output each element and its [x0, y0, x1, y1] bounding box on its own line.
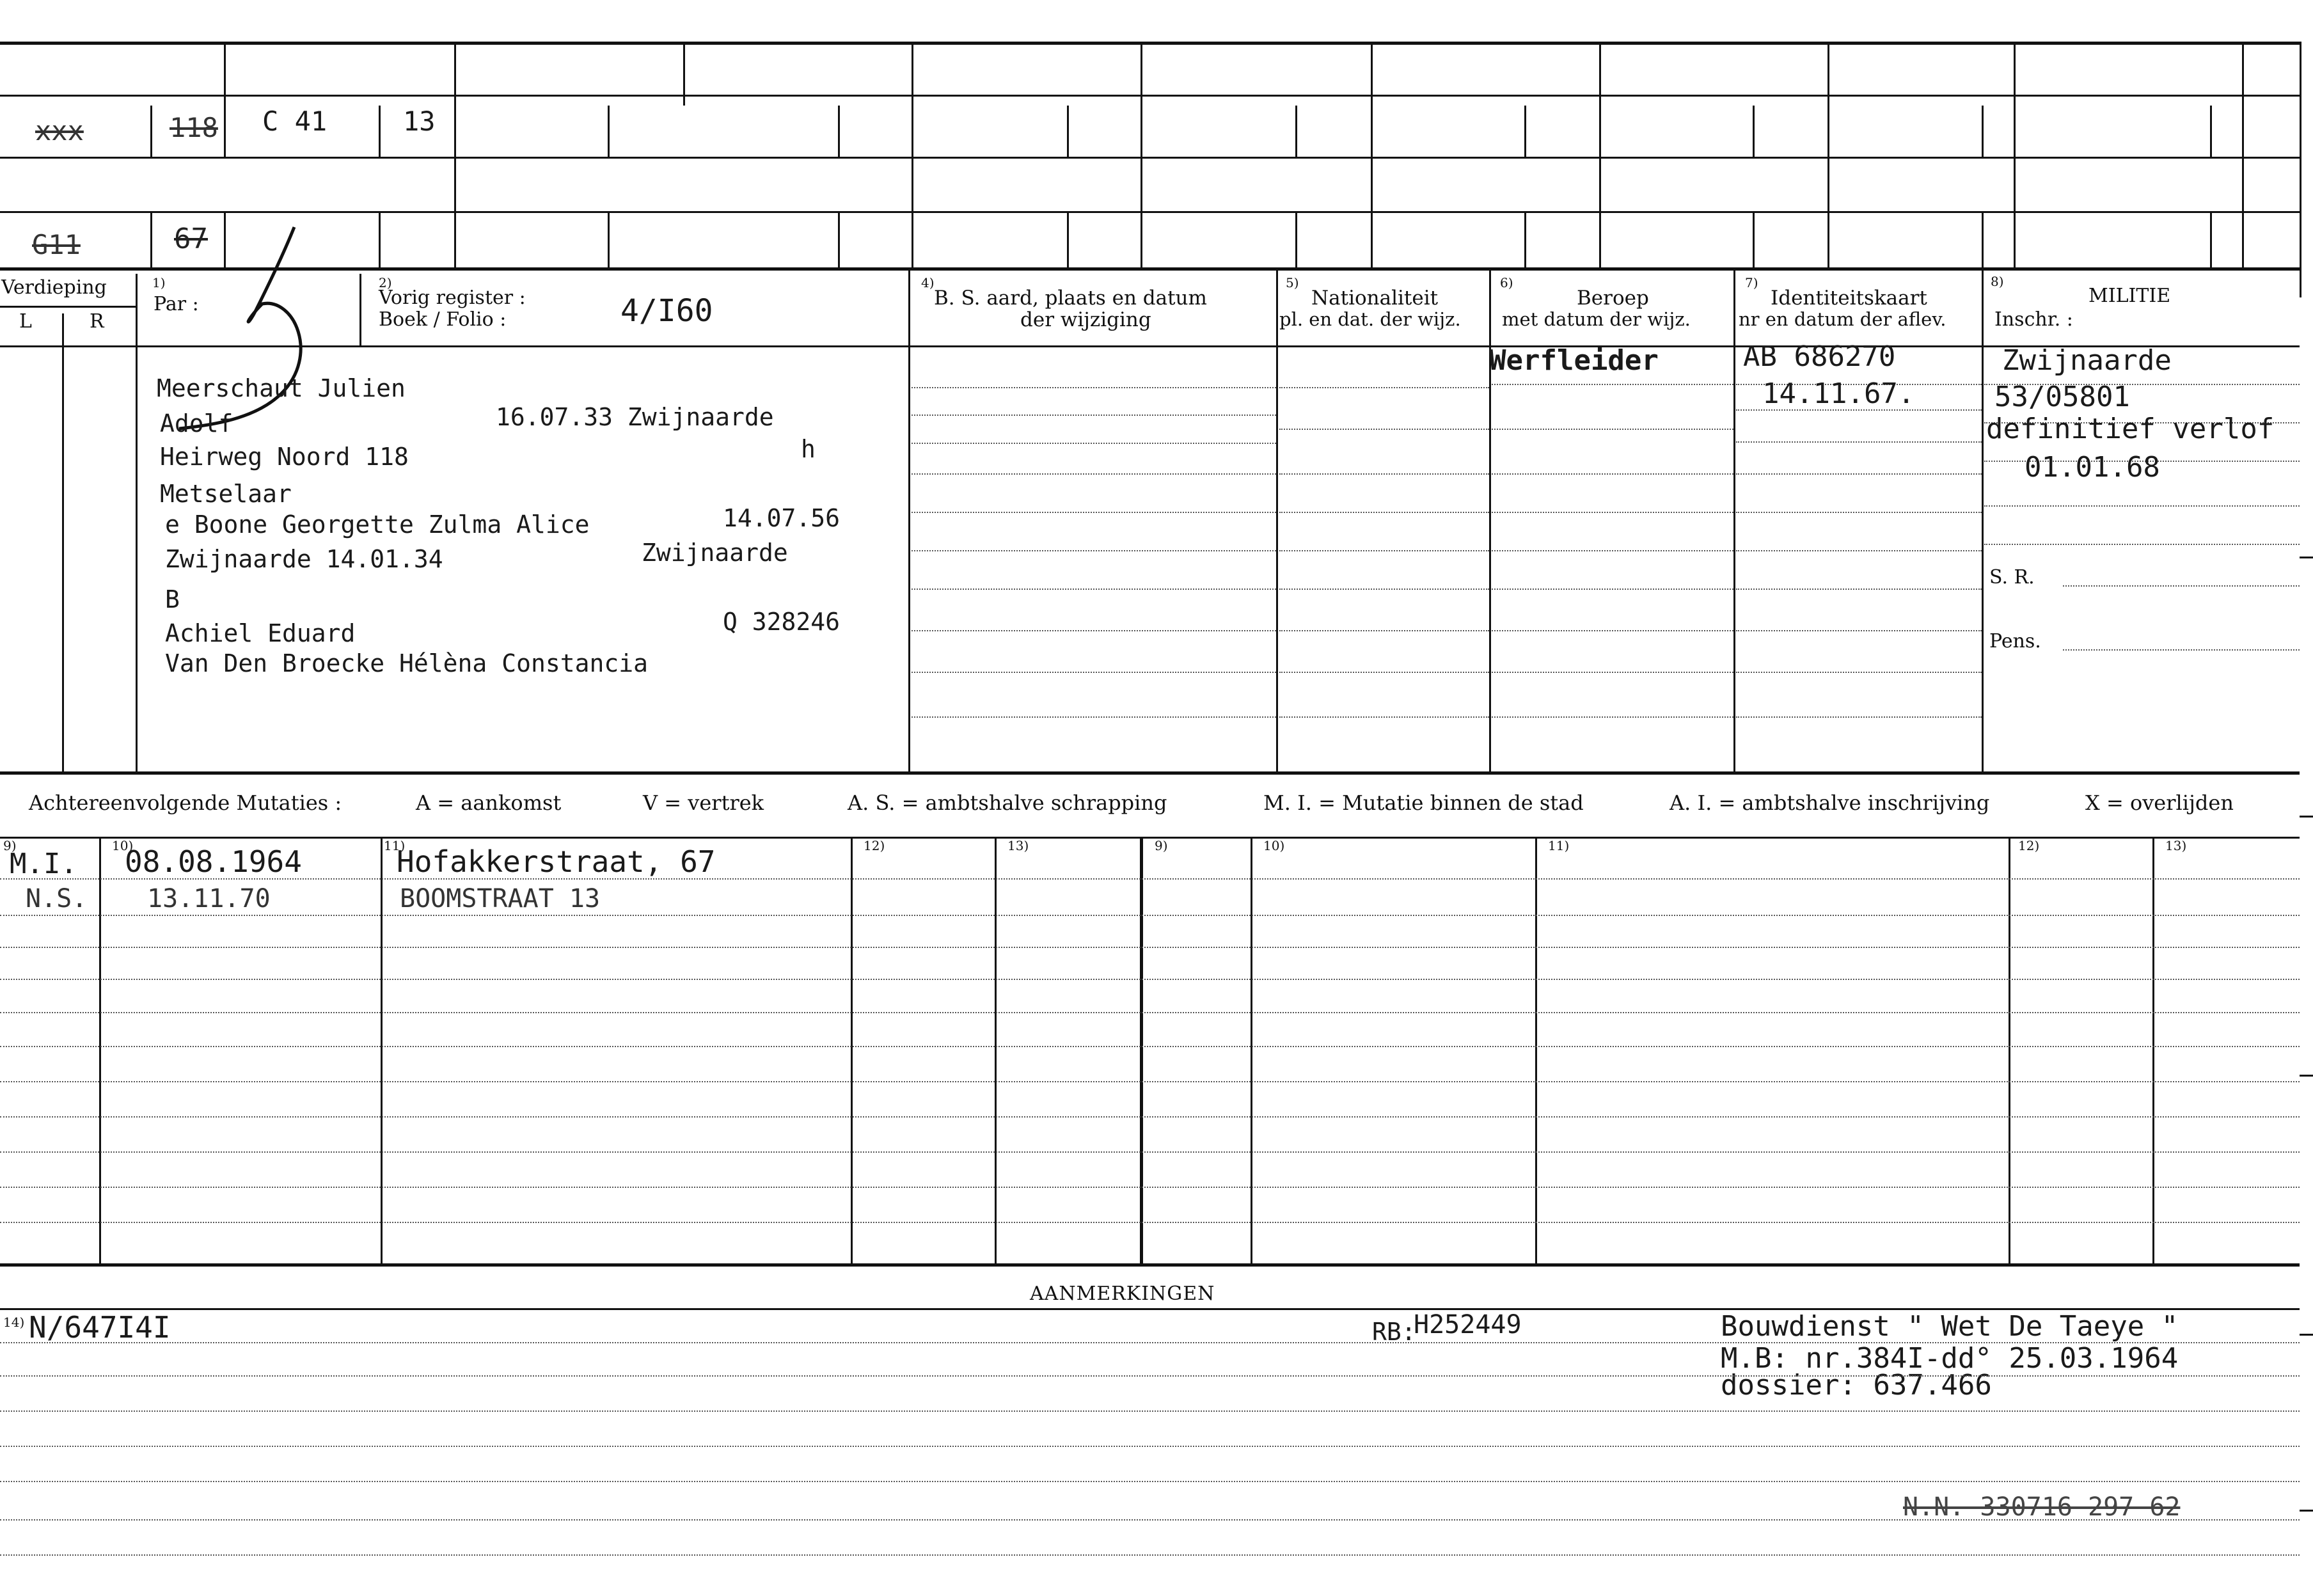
beroep-value: Werfleider	[1489, 344, 1659, 377]
legend-vertrek: V = vertrek	[643, 791, 764, 815]
beroep-label: Beroep	[1577, 287, 1649, 310]
dotted-line	[1279, 716, 1489, 718]
grid-line	[1067, 211, 1069, 267]
remarks-bouwdienst: Bouwdienst " Wet De Taeye "	[1721, 1310, 2179, 1343]
field-number: 11)	[384, 838, 406, 853]
field-number: 9)	[1155, 838, 1168, 853]
edge-tick	[2300, 557, 2313, 558]
marriage-place: Zwijnaarde	[642, 539, 788, 567]
legend-ambtshalve-schrapping: A. S. = ambtshalve schrapping	[848, 791, 1167, 815]
top-cell-2: 118	[170, 112, 218, 143]
grid-line	[1140, 837, 1143, 1263]
dotted-line	[1736, 550, 1982, 551]
dotted-line	[912, 630, 1276, 631]
spouse-name: e Boone Georgette Zulma Alice	[165, 510, 590, 539]
field-number: 4)	[921, 275, 935, 290]
dotted-line	[0, 947, 2300, 948]
person-h-mark: h	[801, 435, 816, 463]
grid-line	[1251, 837, 1252, 1263]
grid-line	[1733, 267, 1735, 771]
edge-tick	[2300, 1334, 2313, 1336]
dotted-line	[0, 1554, 2300, 1556]
grid-line	[454, 42, 456, 267]
grid-line	[2242, 42, 2244, 267]
spouse-birth: Zwijnaarde 14.01.34	[165, 545, 443, 573]
dotted-line	[0, 979, 2300, 980]
grid-line	[0, 95, 2300, 97]
dotted-line	[1279, 550, 1489, 551]
dotted-line	[1492, 429, 1733, 430]
pens-label: Pens.	[1989, 630, 2041, 652]
dotted-line	[1492, 589, 1733, 590]
grid-line	[2152, 837, 2154, 1263]
grid-line	[379, 106, 381, 157]
field-number: 7)	[1745, 275, 1758, 290]
mutation-address: BOOMSTRAAT 13	[400, 884, 601, 913]
top-cell-4: 13	[403, 106, 436, 137]
person-name-2: Adolf	[160, 409, 233, 438]
field-number: 6)	[1500, 275, 1513, 290]
grid-line	[1276, 267, 1278, 771]
dotted-line	[0, 915, 2300, 916]
field-number: 10)	[1263, 838, 1285, 853]
grid-line	[0, 306, 136, 308]
id-card-date: 14.11.67.	[1762, 377, 1915, 410]
remarks-rb-label: RB:	[1372, 1318, 1416, 1346]
handwritten-mark	[166, 221, 371, 438]
grid-line	[0, 211, 2300, 213]
marriage-date: 14.07.56	[723, 504, 841, 532]
dotted-line	[1492, 672, 1733, 673]
grid-line	[608, 211, 610, 267]
dotted-line	[0, 1046, 2300, 1047]
grid-line	[379, 211, 381, 267]
top-cell-5: G11	[32, 229, 81, 260]
inschr-label: Inschr. :	[1994, 308, 2073, 331]
grid-line	[0, 837, 2300, 839]
person-occupation: Metselaar	[160, 480, 292, 508]
beroep-label-2: met datum der wijz.	[1502, 308, 1691, 330]
grid-line	[608, 106, 610, 157]
field-number: 14)	[3, 1315, 25, 1330]
boek-folio-label: Boek / Folio :	[379, 308, 507, 331]
field-number: 2)	[379, 275, 392, 290]
dotted-line	[0, 1342, 2300, 1343]
person-name: Meerschaut Julien	[157, 374, 406, 402]
dotted-line	[0, 1446, 2300, 1447]
bs-label: B. S. aard, plaats en datum	[934, 287, 1207, 310]
field-number: 10)	[112, 838, 134, 853]
grid-line	[62, 313, 64, 771]
dotted-line	[0, 1222, 2300, 1223]
dotted-line	[1984, 505, 2300, 507]
mutation-date: 13.11.70	[147, 884, 271, 913]
field-number: 5)	[1286, 275, 1299, 290]
top-cell-6: 67	[174, 223, 208, 255]
dotted-line	[1736, 672, 1982, 673]
grid-line	[1489, 267, 1491, 771]
grid-line	[851, 837, 853, 1263]
dotted-line	[0, 1519, 2300, 1521]
dotted-line	[912, 443, 1276, 444]
field-number: 12)	[2018, 838, 2040, 853]
dotted-line	[0, 1151, 2300, 1153]
dotted-line	[912, 512, 1276, 513]
nationaliteit-label: Nationaliteit	[1311, 287, 1439, 310]
person-address: Heirweg Noord 118	[160, 443, 409, 471]
dotted-line	[2063, 585, 2300, 587]
remarks-n-number: N/647I4I	[29, 1310, 171, 1345]
grid-line	[1141, 42, 1142, 267]
grid-line	[683, 42, 685, 106]
dotted-line	[1492, 473, 1733, 475]
grid-line	[995, 837, 997, 1263]
verdieping-label: Verdieping	[1, 276, 107, 299]
dotted-line	[912, 672, 1276, 673]
dotted-line	[1736, 716, 1982, 718]
dotted-line	[0, 1410, 2300, 1412]
grid-line	[224, 42, 226, 106]
top-border	[0, 42, 2300, 45]
remarks-nn: N.N. 330716 297 62	[1903, 1492, 2181, 1522]
field-number: 13)	[1007, 838, 1029, 853]
dotted-line	[0, 1375, 2300, 1377]
birth-date-place: 16.07.33 Zwijnaarde	[496, 403, 774, 431]
remarks-title: AANMERKINGEN	[1030, 1283, 1215, 1305]
dotted-line	[0, 1481, 2300, 1482]
top-cell-1: xxx	[35, 115, 84, 146]
grid-line	[838, 106, 840, 157]
grid-line	[1535, 837, 1537, 1263]
grid-line	[2210, 106, 2212, 157]
top-cell-3: C 41	[262, 106, 328, 137]
dotted-line	[1492, 550, 1733, 551]
field-number: 11)	[1548, 838, 1570, 853]
dotted-line	[2063, 649, 2300, 651]
dotted-line	[1984, 544, 2300, 545]
dotted-line	[0, 1012, 2300, 1013]
grid-line	[1753, 106, 1755, 157]
dotted-line	[1492, 630, 1733, 631]
grid-line	[1599, 42, 1601, 267]
dotted-line	[1736, 630, 1982, 631]
field-number: 13)	[2165, 838, 2187, 853]
grid-line	[2210, 211, 2212, 267]
dotted-line	[1279, 512, 1489, 513]
grid-line	[1982, 267, 1984, 771]
grid-line	[150, 106, 152, 157]
field-number: 12)	[864, 838, 885, 853]
legend-ambtshalve-inschrijving: A. I. = ambtshalve inschrijving	[1670, 791, 1990, 815]
dotted-line	[1279, 429, 1489, 430]
grid-line	[838, 211, 840, 267]
grid-line	[1067, 106, 1069, 157]
dotted-line	[1492, 384, 1733, 385]
militie-place: Zwijnaarde	[2002, 344, 2172, 377]
dotted-line	[912, 550, 1276, 551]
grid-line	[224, 106, 226, 157]
field-number: 1)	[152, 275, 166, 290]
grid-line	[150, 211, 152, 267]
person-b-mark: B	[165, 585, 180, 613]
bs-label-2: der wijziging	[1020, 308, 1151, 331]
mutation-code: N.S.	[26, 884, 88, 913]
dotted-line	[1279, 473, 1489, 475]
grid-line	[1982, 106, 1984, 157]
legend-overlijden: X = overlijden	[2085, 791, 2234, 815]
edge-tick	[2300, 1075, 2313, 1077]
grid-line	[99, 837, 101, 1263]
militie-status: definitief verlof	[1986, 413, 2275, 445]
grid-line	[0, 157, 2300, 159]
mutations-legend-title: Achtereenvolgende Mutaties :	[29, 791, 342, 815]
reference-number: Q 328246	[723, 608, 841, 636]
grid-line	[1371, 42, 1373, 267]
grid-line	[1524, 211, 1526, 267]
dotted-line	[1492, 716, 1733, 718]
grid-line	[908, 267, 910, 771]
remarks-rb-value: H252449	[1414, 1310, 1522, 1339]
dotted-line	[1492, 512, 1733, 513]
r-label: R	[90, 310, 104, 333]
vorig-register-value: 4/I60	[620, 293, 713, 329]
grid-line	[912, 42, 913, 267]
dotted-line	[1736, 441, 1982, 443]
grid-line	[136, 274, 138, 771]
legend-aankomst: A = aankomst	[416, 791, 562, 815]
dotted-line	[1279, 589, 1489, 590]
field-number: 8)	[1991, 274, 2004, 289]
dotted-line	[1736, 512, 1982, 513]
dotted-line	[1736, 589, 1982, 590]
grid-line	[0, 771, 2300, 775]
grid-line	[1295, 211, 1297, 267]
dotted-line	[912, 716, 1276, 718]
dotted-line	[1279, 630, 1489, 631]
mother-name: Van Den Broecke Hélèna Constancia	[165, 649, 648, 677]
nationaliteit-label-2: pl. en dat. der wijz.	[1279, 308, 1461, 330]
dotted-line	[0, 1116, 2300, 1118]
grid-line	[2009, 837, 2010, 1263]
dotted-line	[0, 1187, 2300, 1188]
dotted-line	[912, 589, 1276, 590]
dotted-line	[0, 1081, 2300, 1082]
grid-line	[1524, 106, 1526, 157]
field-number: 9)	[3, 838, 17, 853]
dotted-line	[912, 473, 1276, 475]
id-card-number: AB 686270	[1743, 340, 1896, 373]
mutation-date: 08.08.1964	[125, 844, 302, 879]
identiteitskaart-label-2: nr en datum der aflev.	[1739, 308, 1946, 330]
militie-label: MILITIE	[2088, 285, 2171, 307]
grid-line	[1982, 211, 1984, 267]
dotted-line	[1279, 387, 1489, 388]
grid-line	[0, 1263, 2300, 1267]
militie-date: 01.01.68	[2025, 451, 2160, 484]
l-label: L	[19, 310, 32, 333]
right-border	[2300, 42, 2301, 297]
mutation-code: M.I.	[10, 848, 77, 880]
grid-line	[2014, 42, 2016, 267]
vorig-register-label: Vorig register :	[379, 287, 526, 309]
remarks-mb: M.B: nr.384I-dd° 25.03.1964	[1721, 1342, 2179, 1375]
sr-label: S. R.	[1989, 566, 2035, 589]
edge-tick	[2300, 816, 2313, 818]
dotted-line	[0, 878, 2300, 880]
grid-line	[2300, 106, 2301, 157]
dotted-line	[912, 387, 1276, 388]
identiteitskaart-label: Identiteitskaart	[1771, 287, 1927, 310]
father-name: Achiel Eduard	[165, 619, 356, 647]
legend-mutatie-binnen-stad: M. I. = Mutatie binnen de stad	[1263, 791, 1584, 815]
dotted-line	[1736, 473, 1982, 475]
dotted-line	[912, 415, 1276, 416]
dotted-line	[1279, 672, 1489, 673]
grid-line	[381, 837, 383, 1263]
grid-line	[1828, 42, 1829, 267]
grid-line	[1753, 211, 1755, 267]
militie-number: 53/05801	[1994, 381, 2130, 413]
par-label: Par :	[154, 293, 199, 315]
mutation-address: Hofakkerstraat, 67	[397, 844, 716, 879]
edge-tick	[2300, 1510, 2313, 1512]
remarks-dossier: dossier: 637.466	[1721, 1369, 1992, 1402]
grid-line	[1295, 106, 1297, 157]
